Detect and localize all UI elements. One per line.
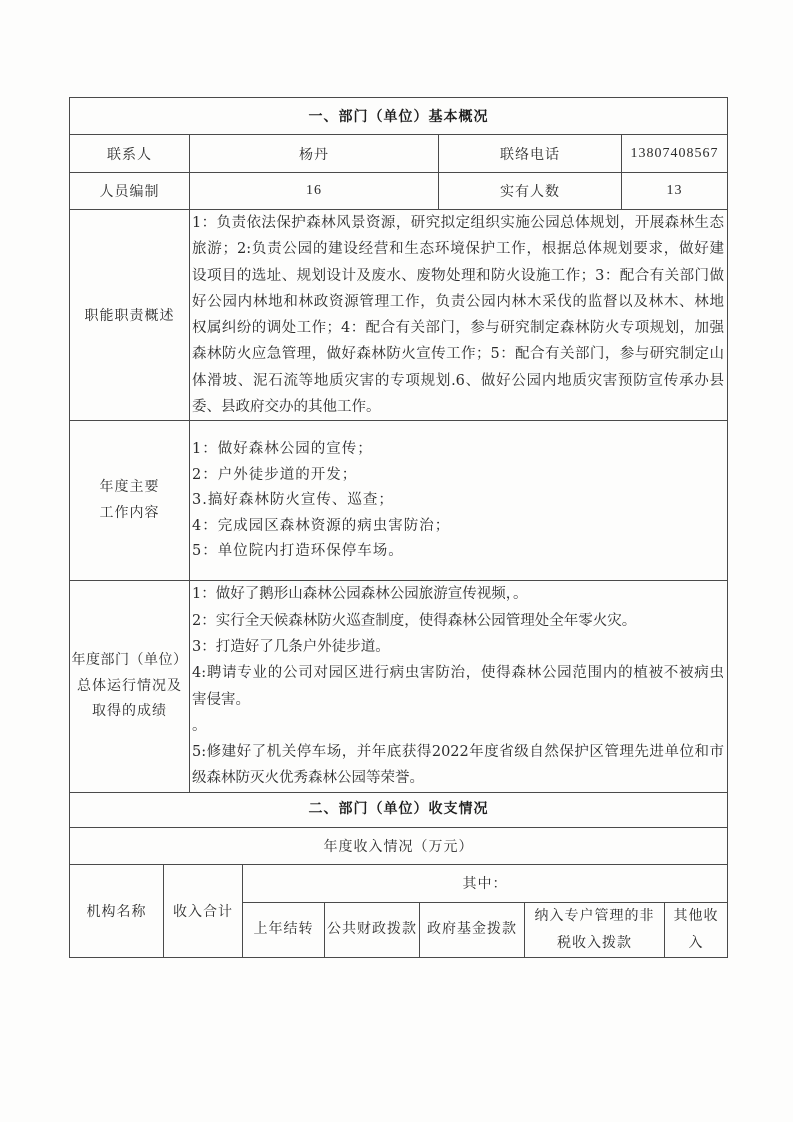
contact-value: 杨丹 [190,135,439,173]
header-income-total: 收入合计 [164,864,243,957]
duties-line: 旅游；2:负责公园的建设经营和生态环境保护工作，根据总体规划要求，做好建 [192,241,724,258]
duties-line: 委、县政府交办的其他工作。 [192,399,381,416]
phone-label: 联络电话 [439,135,622,173]
duties-line: 森林防火应急管理，做好森林防火宣传工作；5：配合有关部门，参与研究制定山 [192,346,724,363]
header-non-tax-income-appropriation [525,902,665,957]
achievement-line: 级森林防灭火优秀森林公园等荣誉。 [192,770,424,787]
actual-staff-label: 实有人数 [439,173,622,210]
duties-line: 体滑坡、泥石流等地质灾害的专项规划.6、做好公园内地质灾害预防宣传承办县 [192,372,724,389]
header-org-name: 机构名称 [70,864,164,957]
annual-work-item: 3.搞好森林防火宣传、巡查； [192,492,394,509]
duties-text [190,210,728,421]
achievements-label-line: 年度部门（单位） [71,652,188,669]
duties-label: 职能职责概述 [70,210,190,421]
income-expense-table [69,789,728,958]
annual-work-item: 4：完成园区森林资源的病虫害防治； [192,517,451,534]
achievement-line: 4:聘请专业的公司对园区进行病虫害防治，使得森林公园范围内的植被不被病虫 [192,665,724,682]
duties-line: 1：负责依法保护森林风景资源，研究拟定组织实施公园总体规划，开展森林生态 [192,215,724,231]
achievement-line: 3：打造好了几条户外徒步道。 [192,638,390,655]
achievements-text [190,581,728,792]
staff-quota-label: 人员编制 [70,173,190,210]
header-line: 其他收 [673,907,719,924]
header-other-income [665,902,728,957]
annual-work-label-line: 工作内容 [99,504,160,521]
achievement-line: 5:修建好了机关停车场，并年底获得2022年度省级自然保护区管理先进单位和市 [192,744,724,761]
header-line: 上年结转 [253,921,314,937]
contact-label: 联系人 [70,135,190,173]
duties-line: 权属纠纷的调处工作；4：配合有关部门，参与研究制定森林防火专项规划，加强 [192,320,724,337]
duties-line: 好公园内林地和林政资源管理工作，负责公园内林木采伐的监督以及林木、林地 [192,293,724,310]
duties-line: 设项目的选址、规划设计及废水、废物处理和防火设施工作；3：配合有关部门做 [192,267,724,284]
header-line: 纳入专户管理的非 [534,907,655,924]
header-prior-year-carryover [243,902,325,957]
achievements-label-line: 总体运行情况及 [77,677,182,694]
section2-title: 二、部门（单位）收支情况 [70,789,728,827]
achievement-line: 。 [192,717,207,734]
header-of-which: 其中： [243,864,728,902]
income-title: 年度收入情况（万元） [70,827,728,864]
achievement-line: 2：实行全天候森林防火巡查制度，使得森林公园管理处全年零火灾。 [192,612,637,629]
header-line: 公共财政拨款 [327,921,417,937]
annual-work-item: 1：做好森林公园的宣传； [192,441,373,458]
header-line: 税收入拨款 [557,934,632,951]
header-line: 政府基金拨款 [427,921,517,937]
header-line: 入 [688,934,704,951]
achievements-label [70,581,190,792]
annual-work-label [70,421,190,581]
achievements-label-line: 取得的成绩 [92,703,167,720]
achievement-line: 害侵害。 [192,691,250,708]
actual-staff-value: 13 [622,173,728,210]
basic-info-table [69,97,728,793]
annual-work-text [190,421,728,581]
phone-value: 13807408567 [622,135,728,173]
header-government-fund-appropriation [420,902,525,957]
header-public-finance-appropriation [325,902,420,957]
staff-quota-value: 16 [190,173,439,210]
achievement-line: 1：做好了鹅形山森林公园森林公园旅游宣传视频，。 [192,586,528,603]
annual-work-item: 2：户外徒步道的开发； [192,466,358,483]
section1-title: 一、部门（单位）基本概况 [70,98,728,135]
annual-work-item: 5：单位院内打造环保停车场。 [192,543,404,560]
annual-work-label-line: 年度主要 [99,479,160,496]
